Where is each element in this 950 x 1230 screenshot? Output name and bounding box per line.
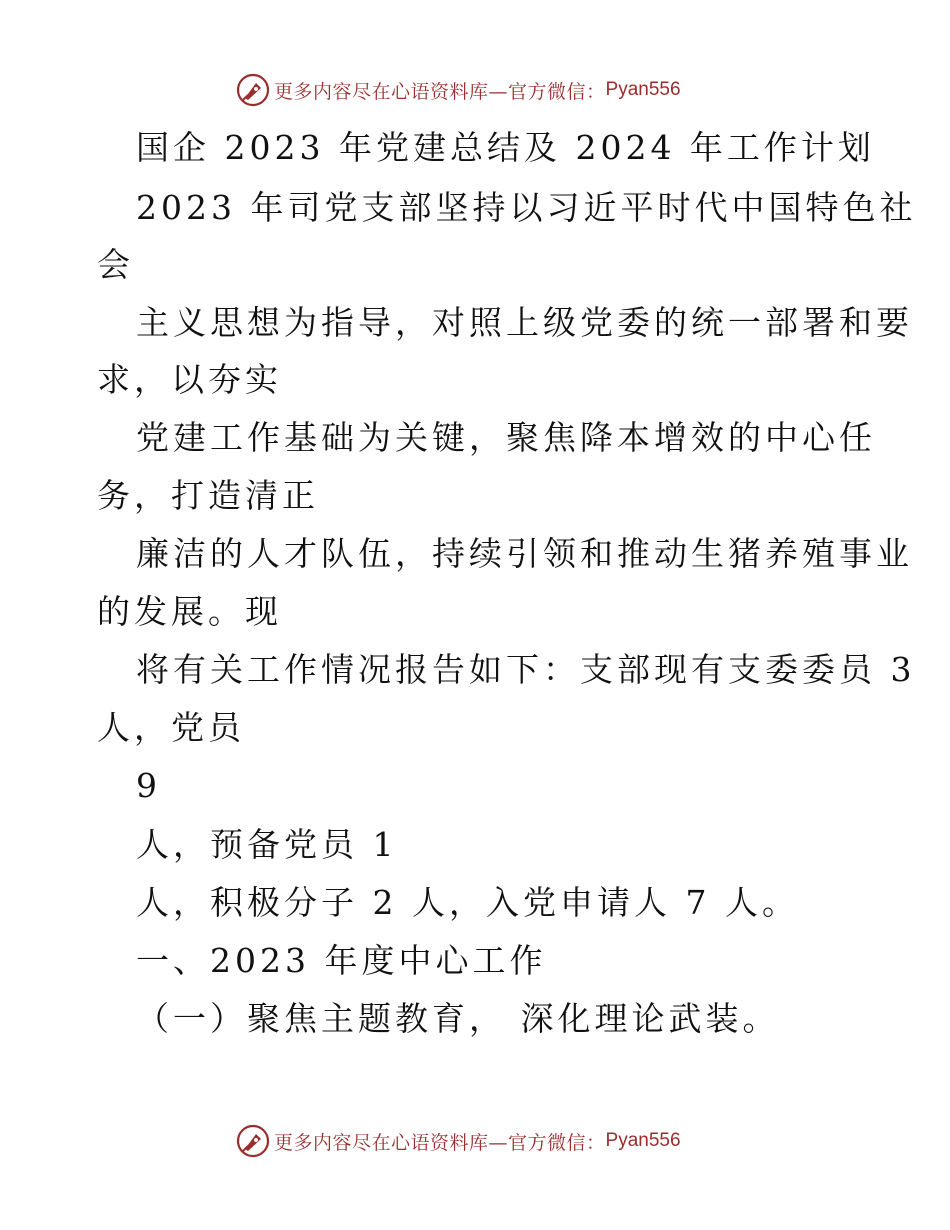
watermark-text: 更多内容尽在心语资料库—官方微信： xyxy=(274,1131,606,1154)
watermark-wechat-id: Pyan556 xyxy=(605,1130,681,1151)
body-line: 务，打造清正 xyxy=(97,476,319,515)
document-title: 国企 2023 年党建总结及 2024 年工作计划 xyxy=(136,128,875,167)
subsection-heading: （一）聚焦主题教育， 深化理论武装。 xyxy=(136,999,780,1038)
body-line: 人，预备党员 1 xyxy=(136,825,398,864)
watermark-banner-bottom xyxy=(236,1123,681,1159)
body-line: 求，以夯实 xyxy=(97,360,282,399)
watermark-banner-top xyxy=(236,72,681,108)
body-line: 人，积极分子 2 人，入党申请人 7 人。 xyxy=(136,883,799,922)
pen-nib-logo-icon xyxy=(236,73,270,107)
body-line: 廉洁的人才队伍，持续引领和推动生猪养殖事业 xyxy=(136,534,913,573)
watermark-wechat-id: Pyan556 xyxy=(605,79,681,100)
body-line: 2023 年司党支部坚持以习近平时代中国特色社 xyxy=(136,188,917,227)
body-line: 将有关工作情况报告如下：支部现有支委委员 3 xyxy=(136,650,916,689)
body-line: 9 xyxy=(136,766,161,805)
body-line: 党建工作基础为关键，聚焦降本增效的中心任 xyxy=(136,418,876,457)
body-line: 会 xyxy=(97,245,134,284)
section-heading: 一、2023 年度中心工作 xyxy=(136,941,547,980)
body-line: 的发展。现 xyxy=(97,592,282,631)
pen-nib-logo-icon xyxy=(236,1124,270,1158)
body-line: 主义思想为指导，对照上级党委的统一部署和要 xyxy=(136,303,913,342)
body-line: 人，党员 xyxy=(97,708,245,747)
watermark-text: 更多内容尽在心语资料库—官方微信： xyxy=(274,80,606,103)
